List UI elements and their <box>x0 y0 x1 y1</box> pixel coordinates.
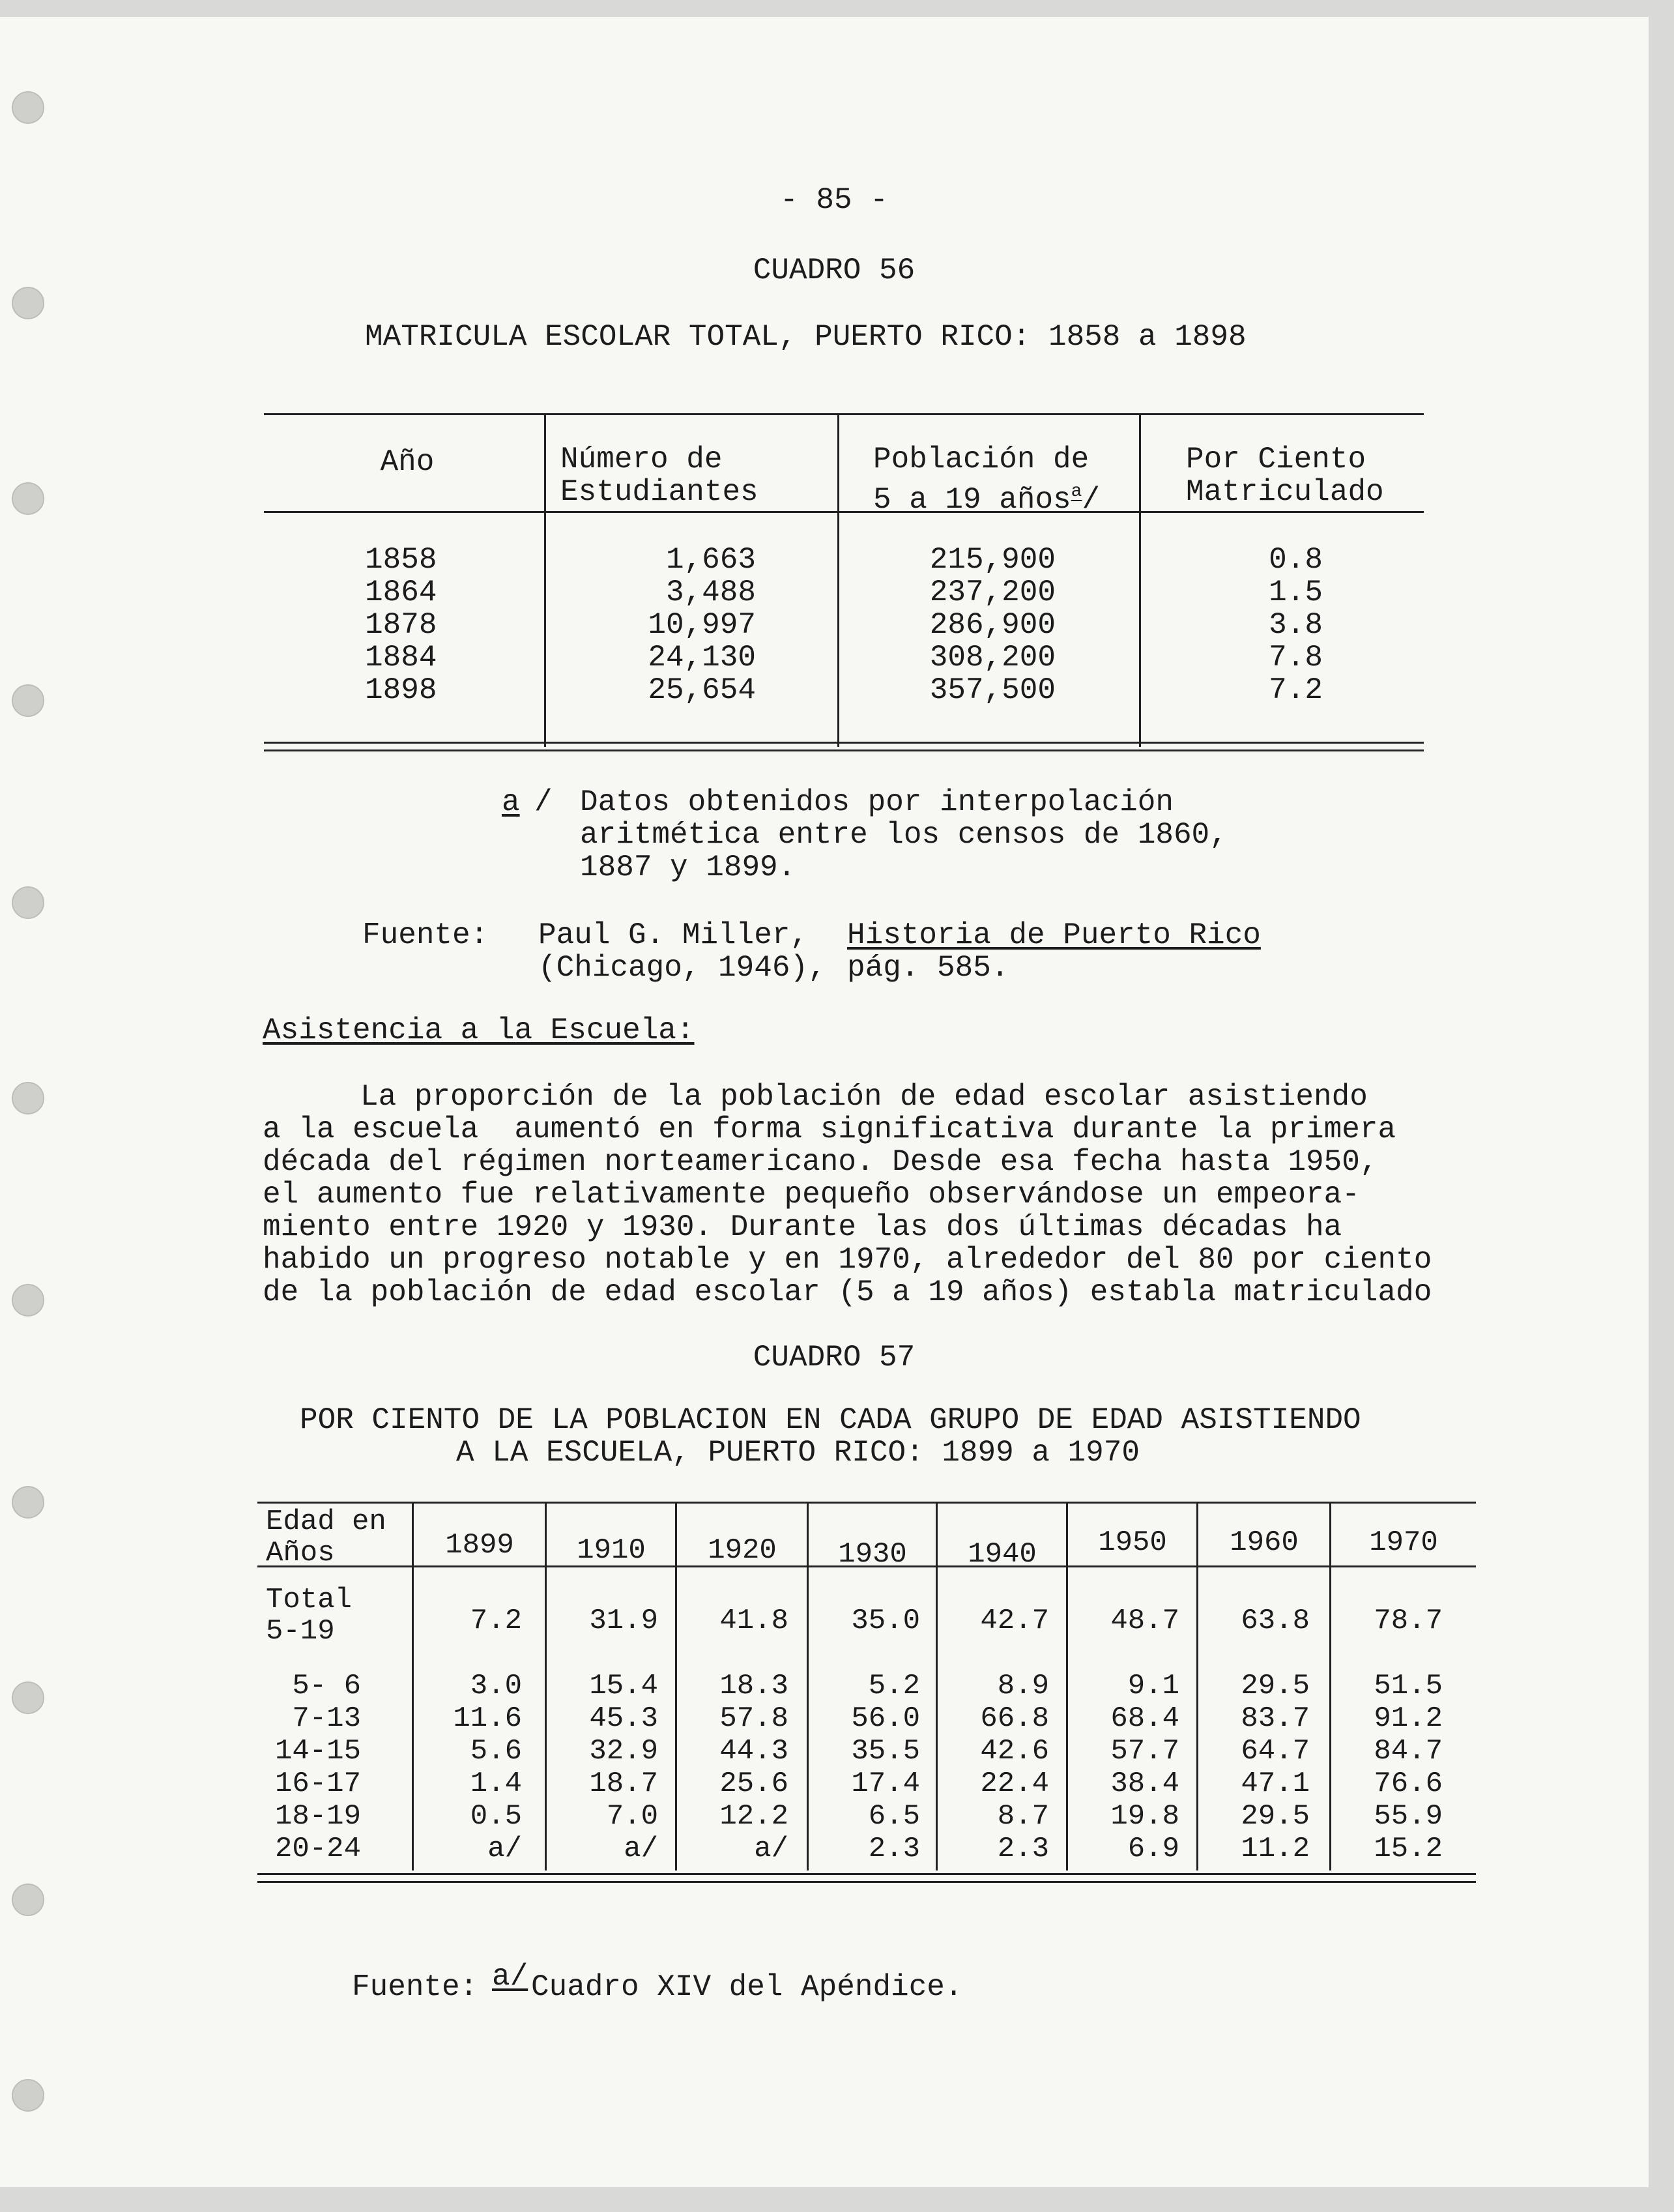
table57-cell: 76.6 <box>1374 1768 1443 1800</box>
table57-cell: 57.8 <box>719 1702 788 1735</box>
table57-cell: 29.5 <box>1241 1800 1310 1833</box>
table57-header-year: 1970 <box>1369 1526 1438 1559</box>
table56-cell: 10,997 <box>648 608 756 642</box>
table57-cell: a/ <box>487 1833 522 1865</box>
table56-cell: 24,130 <box>648 641 756 675</box>
table57-total-value: 41.8 <box>719 1605 788 1637</box>
table57-header-year: 1899 <box>445 1529 514 1562</box>
table57-cell: 6.5 <box>868 1800 920 1833</box>
table57-age-label: 18-19 <box>274 1800 361 1833</box>
section-heading: Asistencia a la Escuela: <box>263 1013 695 1047</box>
table57-cell: 57.7 <box>1110 1735 1179 1768</box>
table56-footnote-line: Datos obtenidos por interpolación <box>580 785 1174 819</box>
table57-cell: 0.5 <box>470 1800 522 1833</box>
table57-cell: 91.2 <box>1374 1702 1443 1735</box>
table57-cell: 55.9 <box>1374 1800 1443 1833</box>
table57-cell: 2.3 <box>997 1833 1049 1865</box>
table56-header-students-1: Número de <box>560 443 723 476</box>
table57-age-label: 7-13 <box>292 1702 361 1735</box>
table56-source-title: Historia de Puerto Rico <box>847 918 1261 952</box>
table57-age-label: 20-24 <box>274 1833 361 1865</box>
table57-cell: a/ <box>624 1833 658 1865</box>
table57-cell: 11.2 <box>1241 1833 1310 1865</box>
binder-hole <box>12 886 44 919</box>
table57-source-label: Fuente: <box>352 1970 478 2004</box>
table57-total-label-1: Total <box>266 1584 353 1616</box>
table57-cell: 11.6 <box>453 1702 522 1735</box>
binder-hole <box>12 2079 44 2112</box>
table57-footnote-marker: a/ <box>492 1960 528 1994</box>
table56-footnote-line: aritmética entre los censos de 1860, <box>580 818 1228 852</box>
table57-header-age-2: Años <box>266 1537 335 1569</box>
table57-total-value: 35.0 <box>851 1605 920 1637</box>
table57-cell: 68.4 <box>1110 1702 1179 1735</box>
table56-header-percent-1: Por Ciento <box>1186 443 1366 476</box>
binder-hole <box>12 482 44 515</box>
table57-age-label: 5- 6 <box>292 1670 361 1702</box>
binder-hole <box>12 1681 44 1714</box>
table57-cell: 44.3 <box>719 1735 788 1768</box>
paragraph-line: La proporción de la población de edad escolar asistiendo <box>360 1080 1368 1114</box>
table57-cell: 45.3 <box>589 1702 658 1735</box>
paragraph-line: a la escuela aumentó en forma significativa durante la primera <box>263 1113 1396 1146</box>
table57-cell: 12.2 <box>719 1800 788 1833</box>
table57-total-value: 42.7 <box>980 1605 1049 1637</box>
table56-cell: 7.8 <box>1269 641 1323 675</box>
table56-cell: 308,200 <box>929 641 1056 675</box>
table57-title-2: A LA ESCUELA, PUERTO RICO: 1899 a 1970 <box>456 1436 1140 1470</box>
paragraph-line: de la población de edad escolar (5 a 19 años) establa matriculado <box>263 1275 1432 1309</box>
table57-cell: a/ <box>754 1833 788 1865</box>
table56-cell: 1864 <box>365 575 437 609</box>
binder-hole <box>12 684 44 717</box>
paragraph-line: el aumento fue relativamente pequeño observándose un empeora- <box>263 1178 1360 1212</box>
table57-cell: 1.4 <box>470 1768 522 1800</box>
paragraph-line: década del régimen norteamericano. Desde esa fecha hasta 1950, <box>263 1145 1378 1179</box>
table56-header-population-1: Población de <box>873 443 1090 476</box>
table56-cell: 286,900 <box>929 608 1056 642</box>
table57-total-label-2: 5-19 <box>266 1615 335 1648</box>
table57-cell: 84.7 <box>1374 1735 1443 1768</box>
table57-age-label: 16-17 <box>274 1768 361 1800</box>
table57-total-value: 7.2 <box>470 1605 522 1637</box>
table57-cell: 6.9 <box>1127 1833 1179 1865</box>
table57-header-year: 1920 <box>708 1534 777 1567</box>
table57-cell: 22.4 <box>980 1768 1049 1800</box>
table56-cell: 3.8 <box>1269 608 1323 642</box>
table57-cell: 15.2 <box>1374 1833 1443 1865</box>
binder-hole <box>12 91 44 124</box>
table57-cell: 32.9 <box>589 1735 658 1768</box>
table56-footnote-marker: a <box>502 785 520 819</box>
table56-cell: 1898 <box>365 673 437 707</box>
table57-cell: 18.7 <box>589 1768 658 1800</box>
table57-total-value: 63.8 <box>1241 1605 1310 1637</box>
table57-header-year: 1930 <box>838 1538 907 1571</box>
table57-cell: 8.7 <box>997 1800 1049 1833</box>
table57-title-1: POR CIENTO DE LA POBLACION EN CADA GRUPO DE EDAD ASISTIENDO <box>300 1403 1361 1437</box>
table56-cell: 0.8 <box>1269 543 1323 577</box>
table57-header-age-1: Edad en <box>266 1506 386 1538</box>
table57-cell: 15.4 <box>589 1670 658 1702</box>
table57-header-year: 1950 <box>1098 1526 1167 1559</box>
binder-hole <box>12 1284 44 1317</box>
table56-cell: 215,900 <box>929 543 1056 577</box>
table57-cell: 7.0 <box>606 1800 658 1833</box>
paragraph-line: miento entre 1920 y 1930. Durante las dos últimas décadas ha <box>263 1210 1342 1244</box>
table57-cell: 9.1 <box>1127 1670 1179 1702</box>
table57-cell: 51.5 <box>1374 1670 1443 1702</box>
table56-cell: 7.2 <box>1269 673 1323 707</box>
table56-source-pub: (Chicago, 1946), <box>538 951 826 985</box>
table56-cell: 1878 <box>365 608 437 642</box>
paragraph-line: habido un progreso notable y en 1970, alrededor del 80 por ciento <box>263 1243 1432 1277</box>
table56-cell: 1.5 <box>1269 575 1323 609</box>
table56-cell: 1,663 <box>665 543 756 577</box>
table56-header-footnote-sup: a <box>1071 482 1082 502</box>
table56-cell: 25,654 <box>648 673 756 707</box>
table57-cell: 18.3 <box>719 1670 788 1702</box>
table56-label: CUADRO 56 <box>753 254 916 287</box>
table57-cell: 19.8 <box>1110 1800 1179 1833</box>
table57-total-value: 31.9 <box>589 1605 658 1637</box>
table56-footnote-line: 1887 y 1899. <box>580 851 796 884</box>
table56-header-population-2: 5 a 19 años$^a$/ <box>873 482 1101 517</box>
binder-hole <box>12 1884 44 1916</box>
table56-cell: 3,488 <box>665 575 756 609</box>
table57-cell: 64.7 <box>1241 1735 1310 1768</box>
table56-source-page: pág. 585. <box>847 951 1009 985</box>
table56-cell: 1858 <box>365 543 437 577</box>
table57-cell: 2.3 <box>868 1833 920 1865</box>
table57-cell: 35.5 <box>851 1735 920 1768</box>
table57-label: CUADRO 57 <box>753 1341 916 1375</box>
table57-cell: 66.8 <box>980 1702 1049 1735</box>
table57-cell: 83.7 <box>1241 1702 1310 1735</box>
table57-cell: 5.6 <box>470 1735 522 1768</box>
table57-cell: 47.1 <box>1241 1768 1310 1800</box>
table57-cell: 3.0 <box>470 1670 522 1702</box>
table57-source-text: Cuadro XIV del Apéndice. <box>531 1970 963 2004</box>
table56-source-author: Paul G. Miller, <box>538 918 809 952</box>
table56-cell: 1884 <box>365 641 437 675</box>
table56-header-percent-2: Matriculado <box>1186 475 1384 509</box>
table57-cell: 5.2 <box>868 1670 920 1702</box>
table57-cell: 8.9 <box>997 1670 1049 1702</box>
table57-header-year: 1940 <box>968 1538 1037 1571</box>
binder-hole <box>12 1486 44 1519</box>
table56-header-year: Año <box>380 445 435 479</box>
table57-total-value: 48.7 <box>1110 1605 1179 1637</box>
table57-total-value: 78.7 <box>1374 1605 1443 1637</box>
binder-hole <box>12 287 44 319</box>
table57-cell: 38.4 <box>1110 1768 1179 1800</box>
table57-cell: 42.6 <box>980 1735 1049 1768</box>
table56-cell: 237,200 <box>929 575 1056 609</box>
binder-hole <box>12 1082 44 1114</box>
table57-cell: 29.5 <box>1241 1670 1310 1702</box>
table56-cell: 357,500 <box>929 673 1056 707</box>
table57-header-year: 1910 <box>577 1534 646 1567</box>
page-number: - 85 - <box>780 183 888 217</box>
table56-header-students-2: Estudiantes <box>560 475 758 509</box>
table57-age-label: 14-15 <box>274 1735 361 1768</box>
table56-source-label: Fuente: <box>362 918 489 952</box>
table57-header-year: 1960 <box>1230 1526 1299 1559</box>
table57-cell: 56.0 <box>851 1702 920 1735</box>
table57-cell: 25.6 <box>719 1768 788 1800</box>
table56-title: MATRICULA ESCOLAR TOTAL, PUERTO RICO: 1858 a 1898 <box>365 320 1247 354</box>
table57-cell: 17.4 <box>851 1768 920 1800</box>
